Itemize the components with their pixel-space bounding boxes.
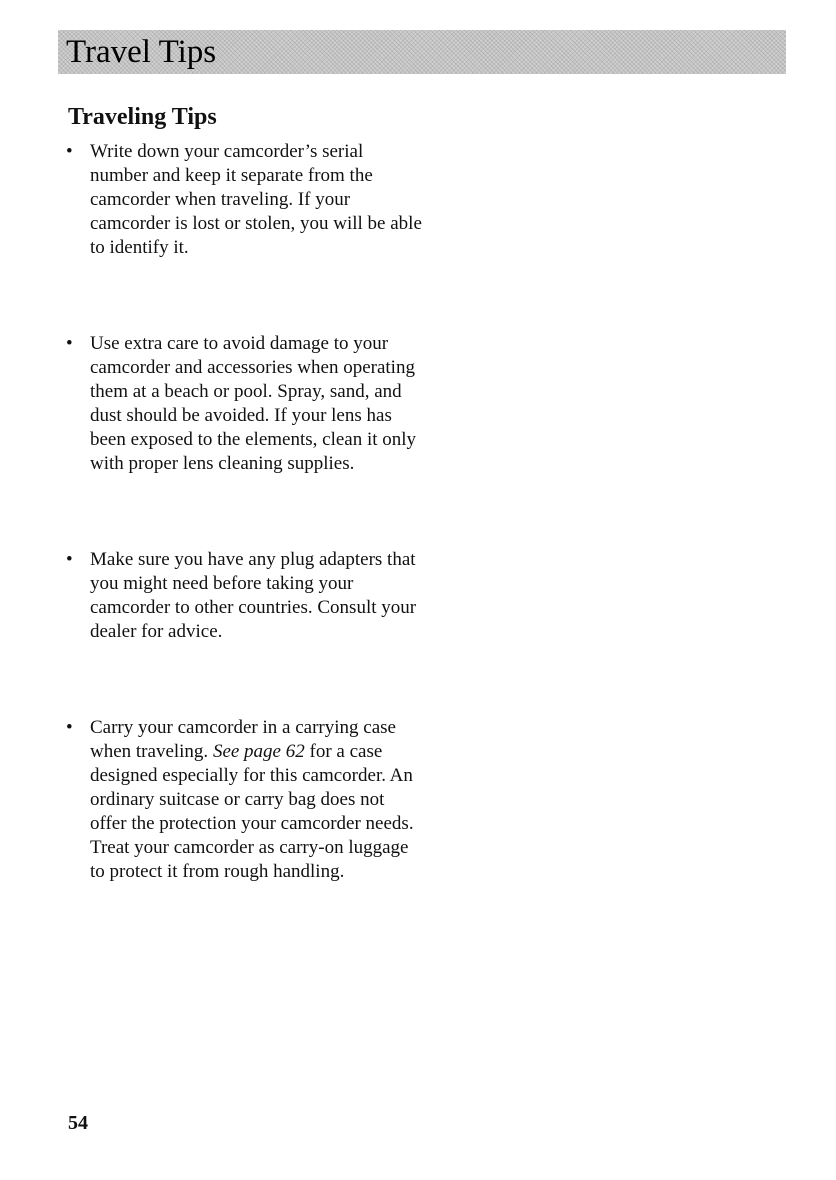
tips-list [64,140,424,956]
list-item [64,548,424,644]
list-item [64,716,424,884]
list-item [64,140,424,260]
list-item [64,332,424,476]
page-reference-number: 62 [285,741,305,762]
tip-text-continued: for a case designed especially for this camcorder. An ordinary suitcase or carry bag does not offer the protection your camcorder needs. Treat your camcorder as carry-on luggage to protect it from rough handling. [90,741,414,882]
page-number: 54 [68,1112,88,1134]
bullet: • [66,141,73,162]
header-band [58,30,786,74]
bullet: • [66,717,73,738]
tip-text: Use extra care to avoid damage to your camcorder and accessories when operating them at a beach or pool. Spray, sand, and dust should be avoided. If your lens has been exposed to the elements, clean it only with proper lens cleaning supplies. [90,333,417,474]
header-title: Travel Tips [66,34,217,70]
tip-text: Write down your camcorder’s serial number and keep it separate from the camcorder when traveling. If your camcorder is lost or stolen, you will be able to identify it. [90,141,422,258]
page-reference-label: See page [212,741,281,762]
tip-text: Carry your camcorder in a carrying case when traveling. [90,717,396,762]
tip-text: Make sure you have any plug adapters that you might need before taking your camcorder to other countries. Consult your dealer for advice. [90,549,417,642]
bullet: • [66,549,73,570]
page-reference [213,741,305,762]
bullet: • [66,333,73,354]
section-title: Traveling Tips [68,104,217,130]
